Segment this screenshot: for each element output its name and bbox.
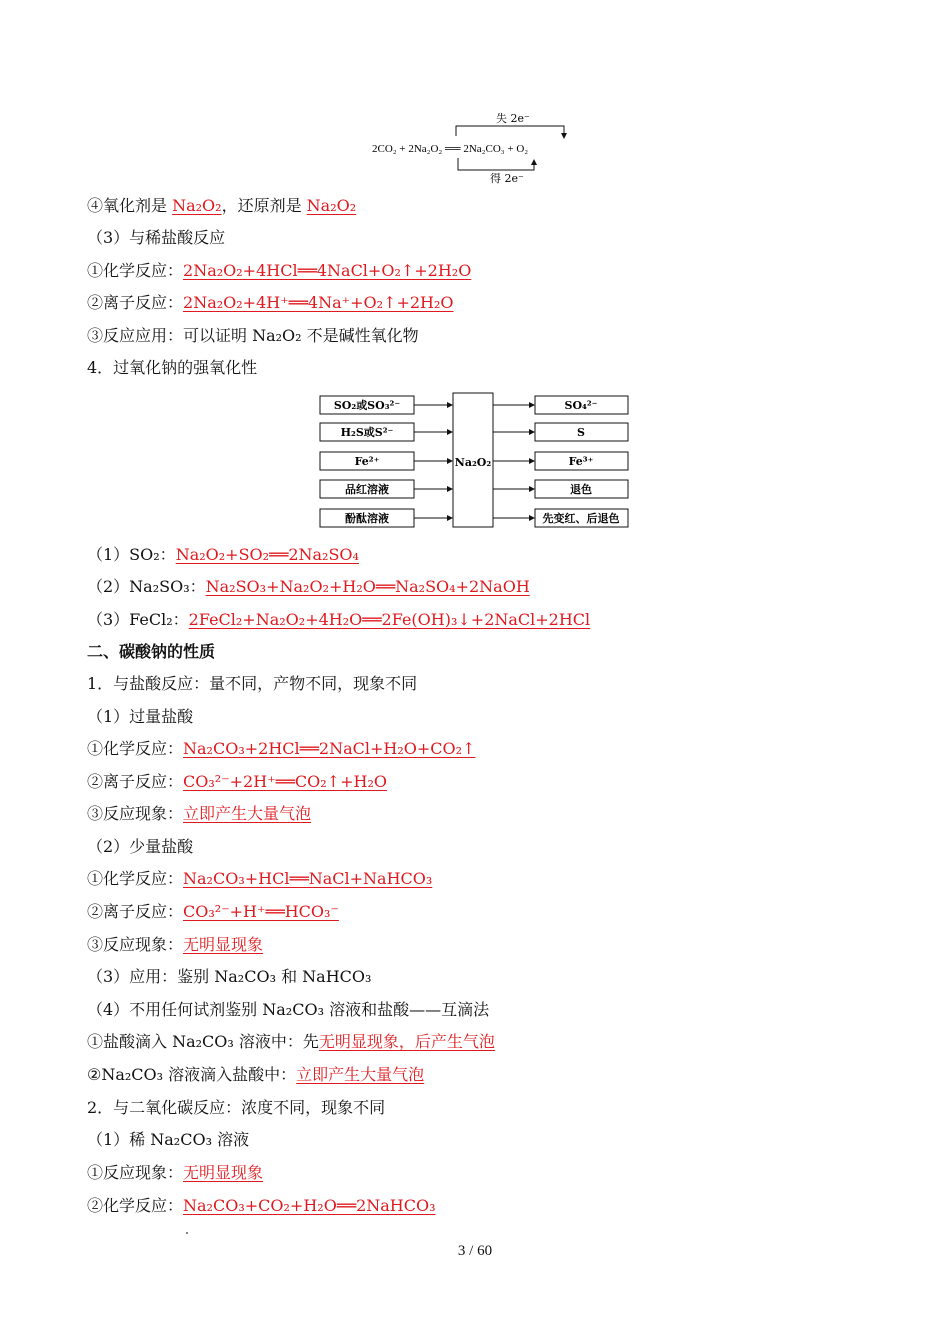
plain-text: （3）与稀盐酸反应 [87,228,226,247]
answer-text: 无明显现象 [183,935,264,954]
text-line [87,357,257,379]
gain-electron-label: 得 2e⁻ [490,172,524,185]
text-line [87,1031,495,1053]
text-line [87,999,489,1021]
text-line [87,325,419,347]
answer-text: 立即产生大量气泡 [183,804,312,823]
plain-text: ③反应现象： [87,935,184,954]
text-line [87,966,371,988]
plain-text: 4．过氧化钠的强氧化性 [87,358,258,377]
product-label: S [577,426,585,439]
answer-text: Na₂CO₃+2HCl══2NaCl+H₂O+CO₂↑ [183,739,476,758]
lose-electron-label: 失 2e⁻ [496,112,530,125]
electron-transfer-diagram [368,108,588,186]
plain-text: ①反应现象： [87,1163,184,1182]
plain-text: （1）SO₂： [87,545,176,564]
text-line [87,1064,424,1086]
text-line [87,1195,436,1217]
text-line [87,836,193,858]
plain-text: 2．与二氧化碳反应：浓度不同，现象不同 [87,1098,386,1117]
plain-text: ②化学反应： [87,1196,184,1215]
plain-text: ③反应现象： [87,804,184,823]
product-label: Fe³⁺ [568,455,594,468]
answer-text: CO₃²⁻+H⁺══HCO₃⁻ [183,902,339,921]
text-line [87,641,215,663]
plain-text: ②离子反应： [87,293,184,312]
center-label: Na₂O₂ [454,456,492,469]
plain-text: （1）稀 Na₂CO₃ 溶液 [87,1130,250,1149]
answer-text: Na₂O₂+SO₂══2Na₂SO₄ [175,545,359,564]
equation-text: 2CO₂ + 2Na₂O₂ ══ 2Na₂CO₃ + O₂ [372,143,529,155]
text-line [87,901,339,923]
answer-text: Na₂SO₃+Na₂O₂+H₂O══Na₂SO₄+2NaOH [205,577,530,596]
answer-text: CO₃²⁻+2H⁺══CO₂↑+H₂O [183,772,387,791]
answer-text: 2Na₂O₂+4H⁺══4Na⁺+O₂↑+2H₂O [183,293,454,312]
plain-text: ②离子反应： [87,902,184,921]
plain-text: （2）少量盐酸 [87,837,194,856]
plain-text: ②离子反应： [87,772,184,791]
lose-electron-bracket [456,126,564,138]
text-line [87,673,417,695]
text-line [87,1162,263,1184]
answer-text: 立即产生大量气泡 [296,1065,425,1084]
stray-dot [186,1232,188,1234]
text-line [87,1129,249,1151]
gain-electron-bracket [458,158,534,170]
product-label: 先变红、后退色 [542,512,620,525]
plain-text: ，还原剂是 [221,196,307,215]
product-label: SO₄²⁻ [564,399,598,412]
section-heading: 二、碳酸钠的性质 [87,642,216,661]
na2o2-oxidation-flow-diagram [316,391,636,535]
reactant-label: Fe²⁺ [354,455,380,468]
reactant-label: SO₂或SO₃²⁻ [333,399,401,412]
plain-text: （1）过量盐酸 [87,707,194,726]
text-line [87,803,311,825]
product-label: 退色 [570,483,592,496]
plain-text: 1．与盐酸反应：量不同，产物不同，现象不同 [87,674,418,693]
reactant-label: 酚酞溶液 [345,512,389,525]
answer-text: Na₂O₂ [172,196,222,215]
plain-text: ①化学反应： [87,261,184,280]
text-line [87,934,263,956]
plain-text: ①盐酸滴入 Na₂CO₃ 溶液中：先 [87,1032,319,1051]
text-line [87,227,225,249]
plain-text: ①化学反应： [87,739,184,758]
text-line [87,771,387,793]
answer-text: 无明显现象 [183,1163,264,1182]
plain-text: （2）Na₂SO₃： [87,577,206,596]
answer-text: 2FeCl₂+Na₂O₂+4H₂O══2Fe(OH)₃↓+2NaCl+2HCl [188,610,591,629]
text-line [87,576,530,598]
text-line [87,868,432,890]
page-number: 3 / 60 [457,1243,493,1259]
text-line [87,195,356,217]
answer-text: Na₂O₂ [306,196,357,215]
answer-text: 无明显现象，后产生气泡 [318,1032,495,1051]
text-line [87,292,454,314]
plain-text: （3）应用：鉴别 Na₂CO₃ 和 NaHCO₃ [87,967,372,986]
reactant-label: 品红溶液 [345,483,389,496]
answer-text: Na₂CO₃+CO₂+H₂O══2NaHCO₃ [183,1196,436,1215]
text-line [87,1097,385,1119]
plain-text: ③反应应用：可以证明 Na₂O₂ 不是碱性氧化物 [87,326,419,345]
text-line [87,544,359,566]
plain-text: ②Na₂CO₃ 溶液滴入盐酸中： [87,1065,297,1084]
plain-text: ④氧化剂是 [87,196,173,215]
text-line [87,260,471,282]
plain-text: （3）FeCl₂： [87,610,189,629]
answer-text: 2Na₂O₂+4HCl══4NaCl+O₂↑+2H₂O [183,261,472,280]
plain-text: ①化学反应： [87,869,184,888]
text-line [87,738,475,760]
text-line [87,706,193,728]
reactant-label: H₂S或S²⁻ [340,426,394,439]
plain-text: （4）不用任何试剂鉴别 Na₂CO₃ 溶液和盐酸——互滴法 [87,1000,490,1019]
answer-text: Na₂CO₃+HCl══NaCl+NaHCO₃ [183,869,433,888]
text-line [87,609,590,631]
